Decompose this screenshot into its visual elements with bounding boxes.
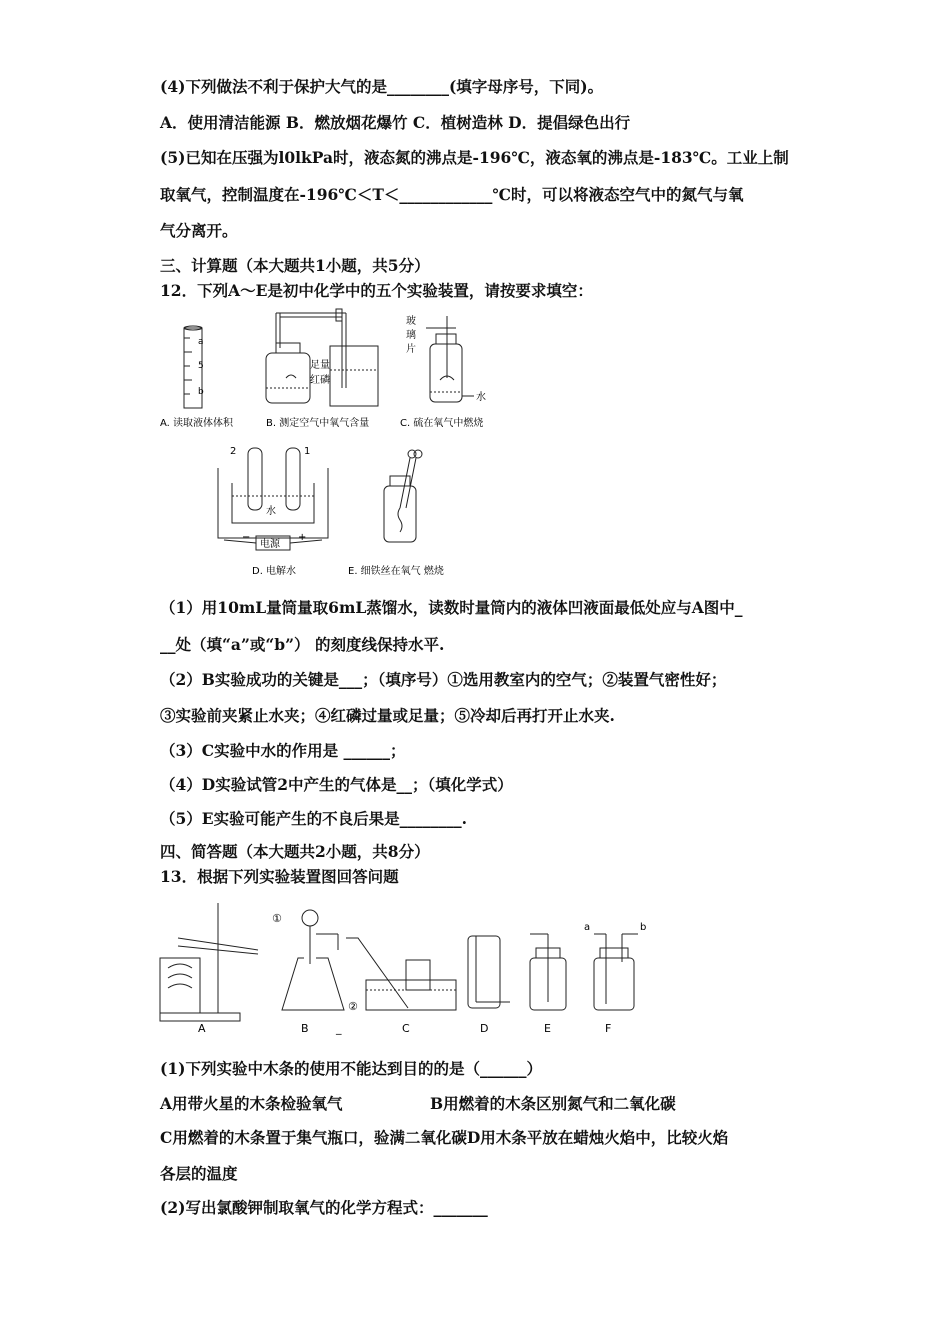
apparatus-b-flask: [282, 910, 344, 1010]
label-circle-1: ①: [272, 912, 282, 925]
q13-sub1: (1)下列实验中木条的使用不能达到目的的是（______）: [160, 1059, 542, 1078]
label-b: B: [301, 1022, 309, 1035]
label-li: 璃: [406, 330, 416, 341]
label-pian: 片: [406, 344, 416, 355]
label-c: C: [402, 1022, 410, 1035]
caption-e: E. 细铁丝在氧气 燃烧: [348, 566, 444, 577]
label-5-mark: 5: [198, 361, 204, 371]
apparatus-c-trough: [346, 938, 456, 1010]
q12-sub3: （3）C实验中水的作用是 ______；: [160, 741, 406, 760]
label-water-d: 水: [266, 506, 276, 517]
label-plus: +: [298, 532, 307, 543]
q12-sub1-line2: __处（填“a”或“b”） 的刻度线保持水平.: [160, 635, 445, 654]
label-zuliang: 足量: [310, 360, 330, 371]
apparatus-b-setup: [266, 309, 378, 406]
caption-d: D. 电解水: [252, 566, 297, 577]
label-f: F: [605, 1022, 612, 1035]
q12-sub1-line1: （1）用10mL量筒量取6mL蒸馏水，读数时量筒内的液体凹液面最低处应与A图中_: [160, 598, 743, 617]
label-a-mark: a: [198, 337, 204, 347]
q11-part4-options: A．使用清洁能源 B．燃放烟花爆竹 C．植树造林 D．提倡绿色出行: [160, 113, 631, 132]
section-4-heading: 四、简答题（本大题共2小题，共8分）: [160, 842, 430, 861]
caption-c: C. 硫在氧气中燃烧: [400, 418, 484, 429]
q12-sub5: （5）E实验可能产生的不良后果是________.: [160, 809, 467, 828]
label-shui-c: 水: [476, 392, 486, 403]
label-minus: −: [242, 532, 251, 543]
q13-sub2: (2)写出氯酸钾制取氧气的化学方程式：_______: [160, 1198, 488, 1217]
label-bo: 玻: [406, 316, 416, 327]
caption-b: B. 测定空气中氧气含量: [266, 418, 370, 429]
apparatus-e-bottle: [384, 450, 422, 542]
label-tube-1: 1: [304, 446, 311, 457]
label-dash: _: [336, 1022, 342, 1035]
apparatus-a-heating: [160, 903, 258, 1021]
caption-a: A. 读取液体体积: [160, 418, 234, 429]
q13-figure: [158, 898, 658, 1040]
apparatus-f-collector: [594, 934, 638, 1010]
label-f-b: b: [640, 922, 647, 933]
label-a: A: [198, 1022, 206, 1035]
q12-figure: [158, 308, 508, 583]
q12-sub2-line1: （2）B实验成功的关键是___；（填序号）①选用教室内的空气；②装置气密性好；: [160, 670, 727, 689]
q11-part4: (4)下列做法不利于保护大气的是________(填字母序号，下同)。: [160, 77, 604, 96]
q12-sub2-line2: ③实验前夹紧止水夹；④红磷过量或足量；⑤冷却后再打开止水夹.: [160, 706, 615, 725]
apparatus-c-bottle: [426, 316, 474, 402]
label-tube-2: 2: [230, 446, 237, 457]
label-b-mark: b: [198, 387, 204, 397]
q13-option-a: A用带火星的木条检验氧气: [160, 1094, 343, 1113]
apparatus-e-collector: [530, 934, 566, 1010]
q11-part5-line2: 取氧气，控制温度在-196℃＜T＜____________℃时，可以将液态空气中的氮气与氧: [160, 185, 744, 204]
q13-option-c: C用燃着的木条置于集气瓶口，验满二氧化碳D用木条平放在蜡烛火焰中，比较火焰: [160, 1128, 729, 1147]
q13-option-b: B用燃着的木条区别氮气和二氧化碳: [430, 1094, 676, 1113]
q12-sub4: （4）D实验试管2中产生的气体是__；（填化学式）: [160, 775, 513, 794]
q13-option-c-cont: 各层的温度: [160, 1164, 238, 1183]
label-honglin: 红磷: [310, 375, 330, 386]
label-f-a: a: [584, 922, 591, 933]
q12-title: 12．下列A～E是初中化学中的五个实验装置，请按要求填空：: [160, 281, 593, 300]
apparatus-d-electrolysis: [218, 448, 328, 550]
label-e: E: [544, 1022, 551, 1035]
q11-part5-line1: (5)已知在压强为l0lkPa时，液态氮的沸点是-196℃，液态氧的沸点是-183℃。工业上制: [160, 148, 789, 167]
section-3-heading: 三、计算题（本大题共1小题，共5分）: [160, 256, 430, 275]
apparatus-d-collector: [468, 936, 510, 1008]
q13-title: 13．根据下列实验装置图回答问题: [160, 867, 399, 886]
label-d: D: [480, 1022, 489, 1035]
label-power: 电源: [260, 539, 280, 550]
q11-part5-line3: 气分离开。: [160, 221, 238, 240]
label-circle-2: ②: [348, 1000, 358, 1013]
